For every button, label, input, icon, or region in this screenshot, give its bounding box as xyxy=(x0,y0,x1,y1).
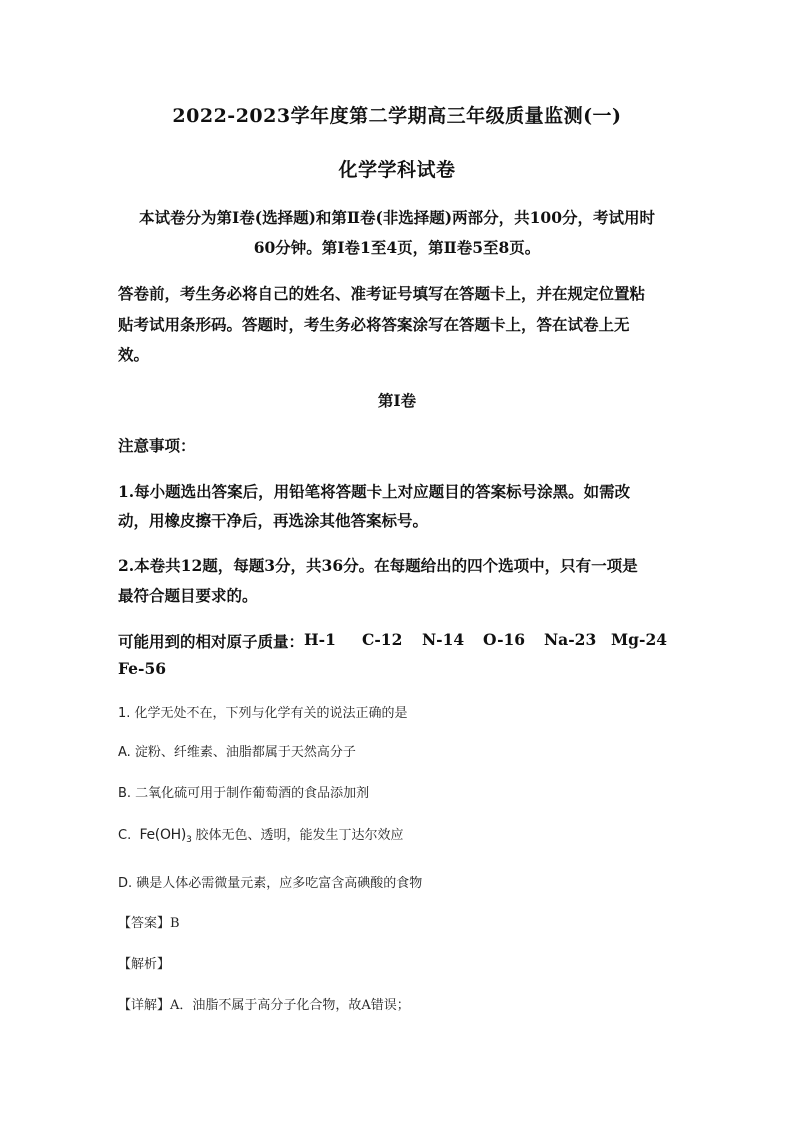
section-title: 第Ⅰ卷 xyxy=(377,391,417,410)
exam-subtitle: 化学学科试卷 xyxy=(338,159,456,181)
question-1-option-a: A. 淀粉、纤维素、油脂都属于天然高分子 xyxy=(118,745,356,760)
atomic-masses xyxy=(118,630,678,652)
answer-label: 【答案】B xyxy=(118,916,180,931)
intro-line-1: 本试卷分为第Ⅰ卷(选择题)和第Ⅱ卷(非选择题)两部分，共100分，考试用时 xyxy=(138,208,655,227)
question-1-option-b: B. 二氧化硫可用于制作葡萄酒的食品添加剂 xyxy=(118,786,370,801)
mass-mg: Mg-24 xyxy=(611,630,668,649)
note-2-line-1: 2.本卷共12题，每题3分，共36分。在每题给出的四个选项中，只有一项是 xyxy=(118,556,638,575)
notice-line-3: 效。 xyxy=(118,345,150,364)
exam-title: 2022-2023学年度第二学期高三年级质量监测(一) xyxy=(172,105,622,127)
mass-na: Na-23 xyxy=(544,630,597,649)
analysis-label: 【解析】 xyxy=(118,957,171,972)
mass-n: N-14 xyxy=(422,630,465,649)
option-c-formula xyxy=(139,827,191,843)
note-2-line-2: 最符合题目要求的。 xyxy=(118,586,258,605)
option-c-letter: C. xyxy=(118,828,132,843)
intro-line-2: 60分钟。第Ⅰ卷1至4页，第Ⅱ卷5至8页。 xyxy=(253,238,541,257)
formula-subscript: 3 xyxy=(186,835,192,845)
formula-main: Fe(OH) xyxy=(139,827,187,843)
detail-line: 【详解】A．油脂不属于高分子化合物，故A错误； xyxy=(118,998,410,1013)
mass-fe: Fe-56 xyxy=(118,659,167,678)
mass-c: C-12 xyxy=(362,630,403,649)
option-c-text: 胶体无色、透明，能发生丁达尔效应 xyxy=(195,828,404,843)
question-1-option-c xyxy=(118,824,404,845)
note-1-line-1: 1.每小题选出答案后，用铅笔将答题卡上对应题目的答案标号涂黑。如需改 xyxy=(118,482,631,501)
note-1-line-2: 动，用橡皮擦干净后，再选涂其他答案标号。 xyxy=(118,511,429,530)
notice-line-2: 贴考试用条形码。答题时，考生务必将答案涂写在答题卡上，答在试卷上无 xyxy=(118,315,630,334)
question-1-stem: 1. 化学无处不在，下列与化学有关的说法正确的是 xyxy=(118,706,408,721)
notice-line-1: 答卷前，考生务必将自己的姓名、准考证号填写在答题卡上，并在规定位置粘 xyxy=(118,284,646,303)
notes-heading: 注意事项： xyxy=(118,436,196,455)
mass-o: O-16 xyxy=(483,630,526,649)
question-1-option-d: D. 碘是人体必需微量元素，应多吃富含高碘酸的食物 xyxy=(118,876,423,891)
atomic-masses-label: 可能用到的相对原子质量： xyxy=(118,632,305,651)
mass-h: H-1 xyxy=(304,630,336,649)
